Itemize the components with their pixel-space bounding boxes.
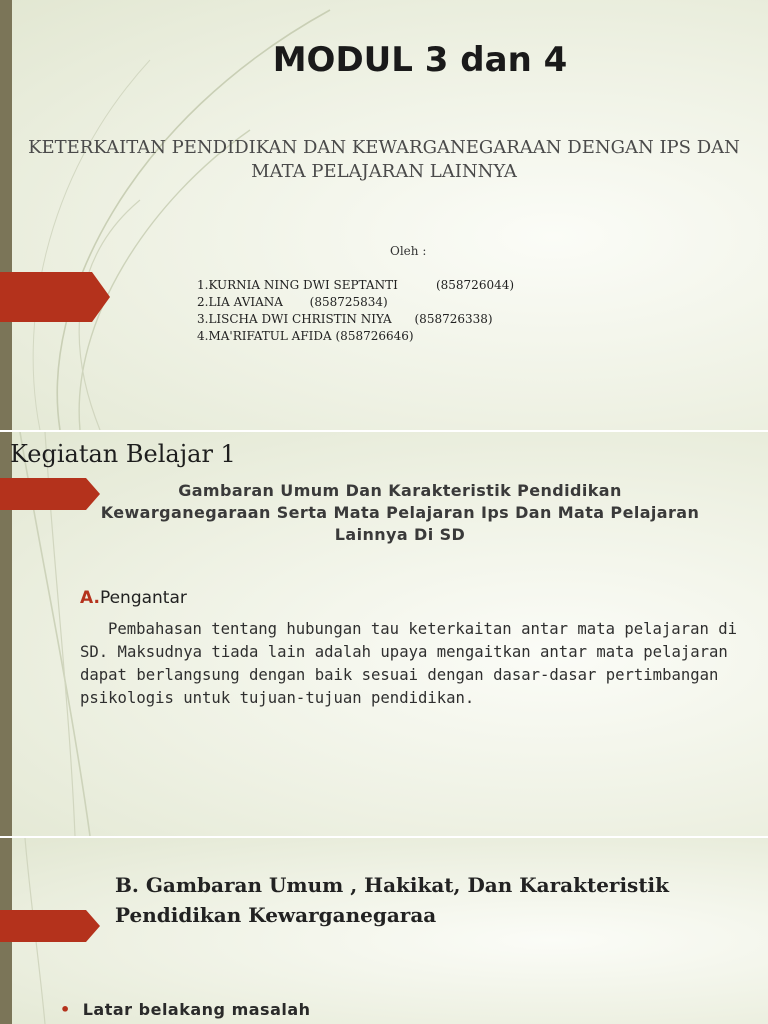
bullet-dot-icon: • xyxy=(60,1000,71,1019)
author-item: 4.MA'RIFATUL AFIDA (858726646) xyxy=(197,329,414,343)
section-heading: B. Gambaran Umum , Hakikat, Dan Karakteristik Pendidikan Kewarganegaraa xyxy=(115,873,670,927)
author-item: 3.LISCHA DWI CHRISTIN NIYA (858726338) xyxy=(197,312,493,326)
red-arrow-tab xyxy=(0,272,110,322)
red-arrow-tab xyxy=(0,910,100,942)
section-title: Kegiatan Belajar 1 xyxy=(10,440,236,468)
bullet-item xyxy=(60,1000,311,1019)
section-heading: Gambaran Umum Dan Karakteristik Pendidikan Kewarganegaraan Serta Mata Pelajaran Ips Dan Mata Pelajaran Lainnya Di SD xyxy=(100,481,700,544)
body-paragraph: Pembahasan tentang hubungan tau keterkaitan antar mata pelajaran di SD. Maksudnya tiada lain adalah upaya mengaitkan antar mata pelajaran dapat berlangsung dengan baik sesuai dengan dasar-dasar pertimbangan psikologis untuk tujuan-tujuan pendidikan. xyxy=(80,620,738,707)
subsection-title xyxy=(80,588,187,608)
bullet-text: Latar belakang masalah xyxy=(82,1000,311,1019)
decorative-swirl-lines xyxy=(0,838,768,1024)
author-list xyxy=(197,277,514,345)
author-item: 1.KURNIA NING DWI SEPTANTI (858726044) xyxy=(197,278,515,292)
subsection-letter: A. xyxy=(80,588,100,608)
slide-3 xyxy=(0,838,768,1024)
red-arrow-tab xyxy=(0,478,100,510)
author-intro-label: Oleh : xyxy=(390,244,427,258)
author-item: 2.LIA AVIANA (858725834) xyxy=(197,295,388,309)
slide-title: MODUL 3 dan 4 xyxy=(272,40,568,80)
subsection-label: Pengantar xyxy=(99,588,187,608)
slide-subtitle: KETERKAITAN PENDIDIKAN DAN KEWARGANEGARAAN DENGAN IPS DAN MATA PELAJARAN LAINNYA xyxy=(28,137,740,182)
